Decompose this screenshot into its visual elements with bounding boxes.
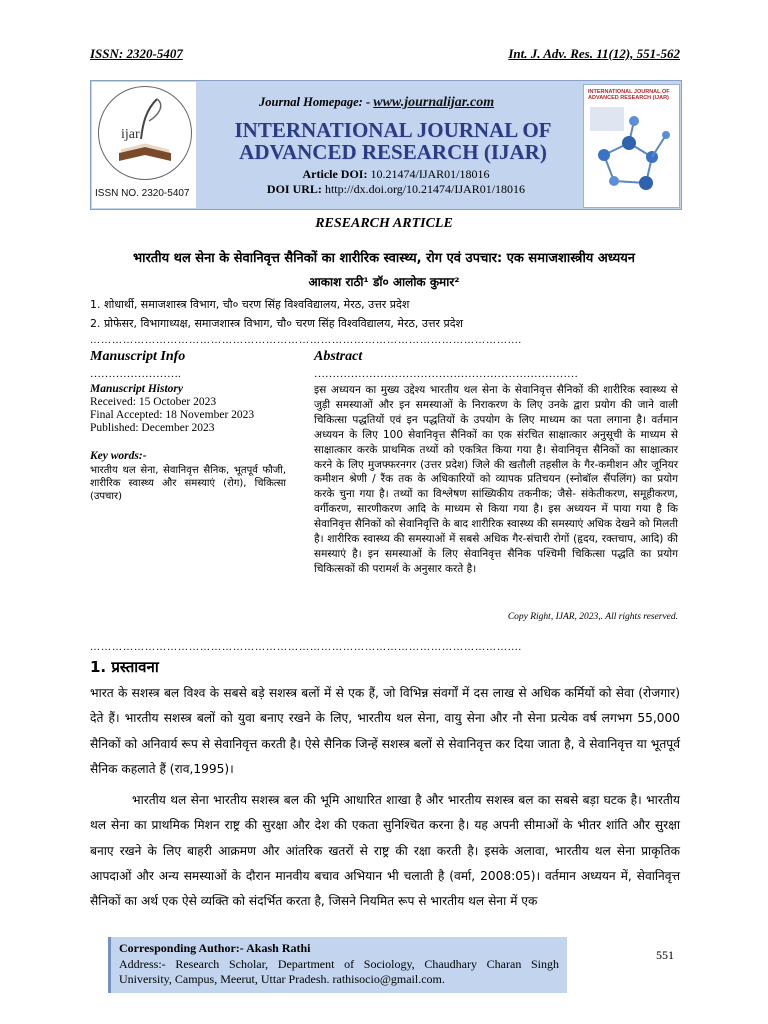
article-authors: आकाश राठी¹ डॉ० आलोक कुमार² xyxy=(308,275,460,289)
manuscript-dots: ……………………. xyxy=(90,368,181,380)
journal-logo xyxy=(92,82,196,208)
logo-issn: ISSN NO. 2320-5407 xyxy=(95,188,190,199)
article-type: RESEARCH ARTICLE xyxy=(315,216,453,231)
abstract-heading: Abstract xyxy=(314,349,363,364)
journal-title-line2: ADVANCED RESEARCH (IJAR) xyxy=(239,140,547,164)
molecule-icon xyxy=(584,85,679,207)
copyright-note: Copy Right, IJAR, 2023,. All rights reserved. xyxy=(507,612,678,622)
page-number: 551 xyxy=(656,948,674,962)
abstract-text: इस अध्ययन का मुख्य उद्देश्य भारतीय थल सेना के सेवानिवृत्त सैनिकों की शारीरिक स्वास्थ्य से जुड़ी समस्याओं और इन समस्याओं के निराकरण के लिए उनके द्वारा प्रयोग की जाने वाली चिकित्सा पद्धतियों एवं इन पद्धतियों के उपयोग के लिए माध्यम का पता लगाना है। वर्तमान अध्ययन के लिए 100 सेवानिवृत्त सैनिकों का एक संरचित साक्षात्कार अनुसूची के माध्यम से साक्षात्कार करके प्राथमिक तथ्यों को एकत्रित किया गया है। सेवानिवृत्त सैनिकों का साक्षात्कार करने के लिए मुजफ्फरनगर (उत्तर प्रदेश) जिले की खतौली तहसील के गैर-कमीशन और जूनियर कमीशन श्रेणी / रैंक तक के अधिकारियों को व्यापक प्रतिचयन (स्नोबॉल सैंपलिंग) का प्रयोग करके चुना गया है। तथ्यों का विश्लेषण सांख्यिकीय तकनीक; जैसे- संकेतीकरण, समूहीकरण, वर्गीकरण, सारणीकरण आदि के माध्यम से किया गया है। इस अध्ययन में पाया गया है कि सेवानिवृत्त सैनिकों को सेवानिवृत्ति के बाद शारीरिक स्वास्थ्य की समस्याएं अधिक देखने को मिलती है। शारीरिक स्वास्थ्य की समस्याओं में सबसे अधिक गैर-संचारी रोगों (हृदय, रक्तचाप, आदि) की समस्याएं है। इन समस्याओं के लिए सेवानिवृत्त सैनिक पश्चिमी चिकित्सा पद्धति का प्रयोग चिकित्सकों की परामर्श के अनुसार करते है। xyxy=(314,384,678,575)
affiliation-1: 1. शोधार्थी, समाजशास्त्र विभाग, चौ० चरण सिंह विश्वविद्यालय, मेरठ, उत्तर प्रदेश xyxy=(90,298,410,311)
affiliation-2: 2. प्रोफेसर, विभागाध्यक्ष, समाजशास्त्र विभाग, चौ० चरण सिंह विश्वविद्यालय, मेरठ, उत्तर प्रदेश xyxy=(90,317,464,330)
received-date: Received: 15 October 2023 xyxy=(90,396,217,408)
corresponding-author-box xyxy=(108,937,567,993)
logo-circle xyxy=(98,86,192,180)
intro-paragraph-1: भारत के सशस्त्र बल विश्व के सबसे बड़े सशस्त्र बलों में से एक हैं, जो विभिन्न संवर्गों में दस लाख से अधिक कर्मियों को सेवा (रोजगार) देते हैं। भारतीय सशस्त्र बलों को युवा बनाए रखने के लिए, भारतीय थल सेना, वायु सेना और नौ सेना प्रत्येक वर्ष लगभग 55,000 सैनिकों को अनिवार्य रूप से सेवानिवृत्त करती है। ऐसे सैनिक जिन्हें सशस्त्र बलों से सेवानिवृत्त कर दिया जाता है, वे सेवानिवृत्त या भूतपूर्व सैनिक कहलाते हैं (राव,1995)। xyxy=(90,686,680,776)
history-label: Manuscript History xyxy=(90,383,183,395)
issn-header: ISSN: 2320-5407 xyxy=(90,46,183,61)
published-date: Published: December 2023 xyxy=(90,422,215,434)
doi-block xyxy=(211,167,581,197)
doi-url-label: DOI URL: xyxy=(266,182,322,196)
journal-title xyxy=(203,119,583,163)
journal-title-line1: INTERNATIONAL JOURNAL OF xyxy=(234,118,552,142)
article-title: भारतीय थल सेना के सेवानिवृत्त सैनिकों का शारीरिक स्वास्थ्य, रोग एवं उपचार: एक समाजशास्त्रीय अध्ययन xyxy=(132,251,635,266)
homepage-link[interactable]: www.journalijar.com xyxy=(373,95,495,110)
manuscript-history xyxy=(90,383,290,435)
divider-top: …………………………………………………………………………………………………….... xyxy=(90,336,522,346)
doi-value: 10.21474/IJAR01/18016 xyxy=(370,167,490,181)
journal-homepage xyxy=(259,95,494,111)
section-heading-introduction: 1. प्रस्तावना xyxy=(90,658,159,676)
doi-label: Article DOI: xyxy=(302,167,368,181)
cover-title: INTERNATIONAL JOURNAL OF ADVANCED RESEARCH (IJAR) xyxy=(588,89,670,101)
divider-bottom: …………………………………………………………………………………………………….... xyxy=(90,643,522,653)
journal-cover-image xyxy=(583,84,680,208)
logo-text: ijar xyxy=(121,127,140,142)
intro-paragraph-2: भारतीय थल सेना भारतीय सशस्त्र बल की भूमि आधारित शाखा है और भारतीय सशस्त्र बल का सबसे बड़ा घटक है। भारतीय थल सेना का प्राथमिक मिशन राष्ट्र की सुरक्षा और देश की एकता सुनिश्चित करना है। यह अपनी सीमाओं के भीतर शांति और सुरक्षा बनाए रखने के लिए बाहरी आक्रमण और आंतरिक खतरों से राष्ट्र की रक्षा करती है। इसके अलावा, भारतीय थल सेना प्राकृतिक आपदाओं और अन्य समस्याओं के दौरान मानवीय बचाव अभियान भी चलाती है (वर्मा, 2008:05)। वर्तमान अध्ययन में, सेवानिवृत्त सैनिकों का अर्थ एक ऐसे व्यक्ति को संदर्भित करता है, जिसने नियमित रूप से भारतीय थल सेना में एक xyxy=(90,793,680,909)
doi-url-value[interactable]: http://dx.doi.org/10.21474/IJAR01/18016 xyxy=(324,182,526,196)
corresponding-author-address: Address:- Research Scholar, Department of Sociology, Chaudhary Charan Singh University, Campus, Meerut, Uttar Pradesh. rathisocio@gmail.com. xyxy=(119,957,559,986)
keywords-text: भारतीय थल सेना, सेवानिवृत्त सैनिक, भूतपूर्व फौजी, शारीरिक स्वास्थ्य और समस्याएं (रोग), चिकित्सा (उपचार) xyxy=(90,465,286,502)
manuscript-info-heading: Manuscript Info xyxy=(90,349,186,364)
homepage-label: Journal Homepage: - xyxy=(259,95,374,109)
journal-banner xyxy=(90,80,682,210)
keywords-label: Key words:- xyxy=(90,450,147,462)
accepted-date: Final Accepted: 18 November 2023 xyxy=(90,409,255,421)
abstract-dots: ……………………………………………………………… xyxy=(314,368,578,380)
corresponding-author-label: Corresponding Author:- Akash Rathi xyxy=(119,941,311,955)
citation-header: Int. J. Adv. Res. 11(12), 551-562 xyxy=(508,46,680,61)
quill-book-icon xyxy=(99,87,191,179)
